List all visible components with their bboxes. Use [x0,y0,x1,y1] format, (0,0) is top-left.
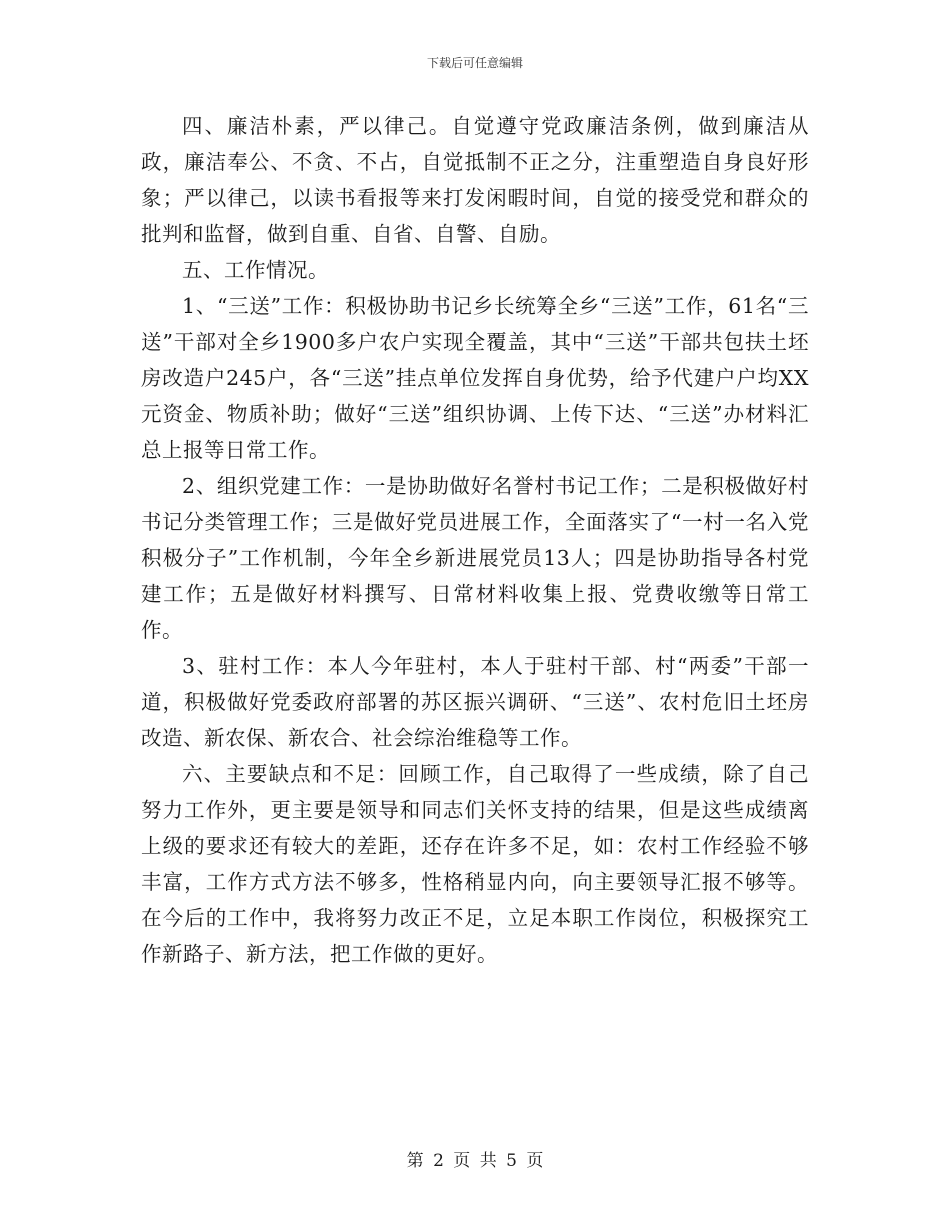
document-body [141,108,809,972]
paragraph-three-send: 1、“三送”工作：积极协助书记乡长统筹全乡“三送”工作，61名“三送”干部对全乡1900多户农户实现全覆盖，其中“三送”干部共包扶土坯房改造户245户，各“三送”挂点单位发挥自身优势，给予代建户户均XX元资金、物质补助；做好“三送”组织协调、上传下达、“三送”办材料汇总上报等日常工作。 [141,294,809,462]
page-number: 第 2 页 共 5 页 [406,1151,544,1171]
paragraph-shortcomings: 六、主要缺点和不足：回顾工作，自己取得了一些成绩，除了自己努力工作外，更主要是领导和同志们关怀支持的结果，但是这些成绩离上级的要求还有较大的差距，还存在许多不足，如：农村工作经验不够丰富，工作方式方法不够多，性格稍显内向，向主要领导汇报不够等。在今后的工作中，我将努力改正不足，立足本职工作岗位，积极探究工作新路子、新方法，把工作做的更好。 [141,762,809,966]
paragraph-work-heading: 五、工作情况。 [182,258,329,282]
page-header-note: 下载后可任意编辑 [426,56,523,70]
paragraph-village-work: 3、驻村工作：本人今年驻村，本人于驻村干部、村“两委”干部一道，积极做好党委政府部署的苏区振兴调研、“三送”、农村危旧土坯房改造、新农保、新农合、社会综治维稳等工作。 [141,654,809,750]
paragraph-integrity: 四、廉洁朴素，严以律己。自觉遵守党政廉洁条例，做到廉洁从政，廉洁奉公、不贪、不占，自觉抵制不正之分，注重塑造自身良好形象；严以律己，以读书看报等来打发闲暇时间，自觉的接受党和群众的批判和监督，做到自重、自省、自警、自励。 [141,114,809,246]
paragraph-party-building: 2、组织党建工作：一是协助做好名誉村书记工作；二是积极做好村书记分类管理工作；三是做好党员进展工作，全面落实了“一村一名入党积极分子”工作机制，今年全乡新进展党员13人；四是协助指导各村党建工作；五是做好材料撰写、日常材料收集上报、党费收缴等日常工作。 [141,474,809,642]
